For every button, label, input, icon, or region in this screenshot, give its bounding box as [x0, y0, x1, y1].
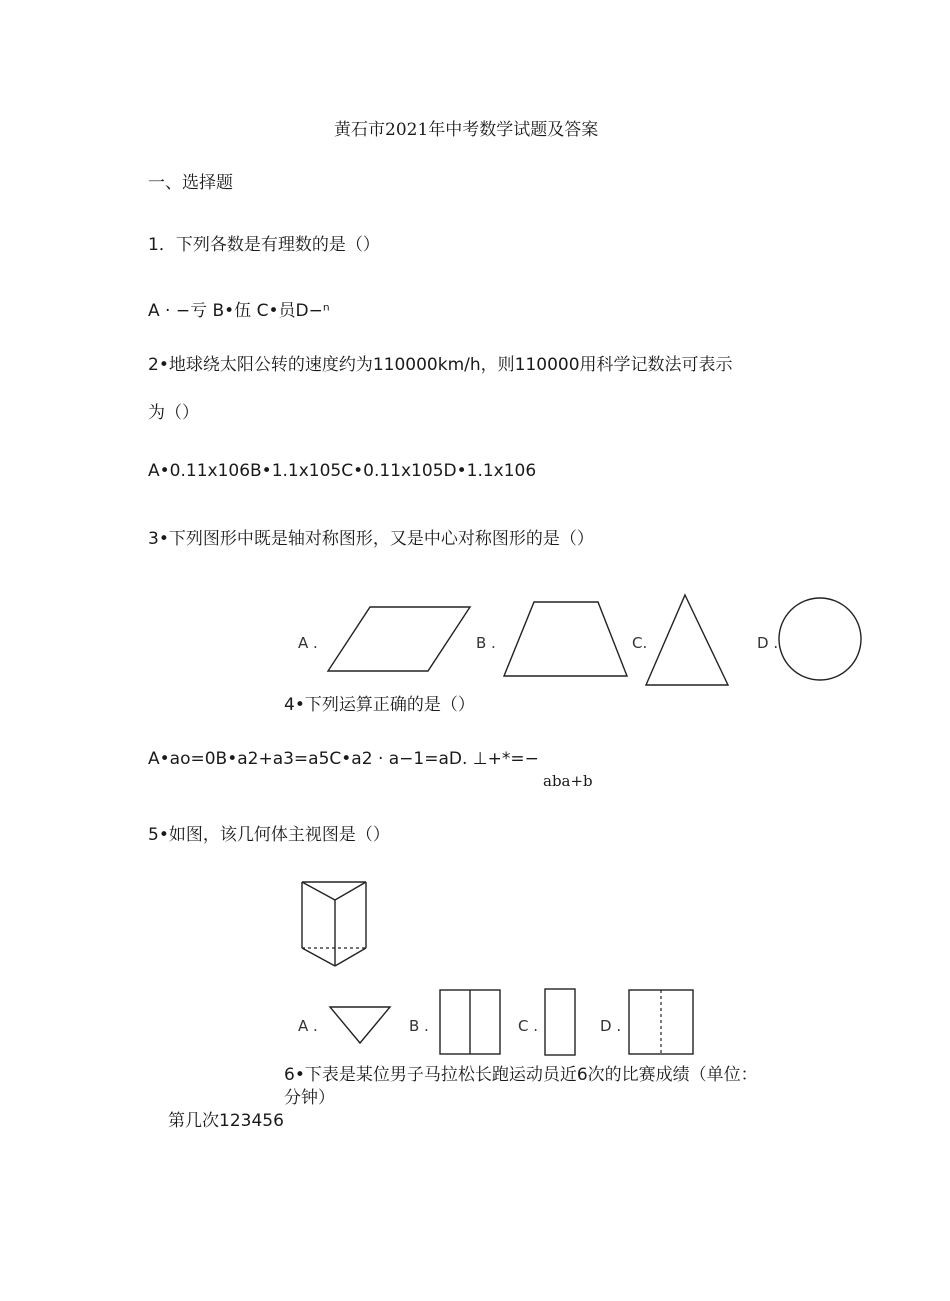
question-1-stem: 1．下列各数是有理数的是（） [148, 235, 380, 255]
q5-label-b: B . [409, 1017, 429, 1035]
question-2-options: A•0.11x106B•1.1x105C•0.11x105D•1.1x106 [148, 461, 537, 481]
question-6-stem-cont: 分钟） [284, 1088, 335, 1108]
question-6-table-row: 第几次123456 [168, 1111, 284, 1131]
triangle-shape [644, 593, 730, 687]
question-5-stem: 5•如图，该几何体主视图是（） [148, 825, 390, 845]
q3-label-d: D . [757, 634, 779, 652]
narrow-rectangle-shape [543, 987, 577, 1057]
triangular-prism-figure [298, 878, 370, 970]
q5-label-d: D . [600, 1017, 622, 1035]
question-6-stem: 6•下表是某位男子马拉松长跑运动员近6次的比赛成绩（单位： [284, 1065, 758, 1085]
question-2-stem: 2•地球绕太阳公转的速度约为110000km/h，则110000用科学记数法可表示 [148, 355, 733, 375]
parallelogram-shape [326, 605, 472, 673]
q3-label-c: C. [632, 634, 648, 652]
trapezoid-shape [502, 600, 629, 678]
rectangle-split-dashed-shape [627, 988, 695, 1056]
q3-label-a: A . [298, 634, 318, 652]
q5-label-a: A . [298, 1017, 318, 1035]
rectangle-split-solid-shape [438, 988, 502, 1056]
question-3-stem: 3•下列图形中既是轴对称图形，又是中心对称图形的是（） [148, 529, 594, 549]
inverted-triangle-shape [328, 1005, 392, 1045]
question-1-options: A · −亏 B•伍 C•员D−ⁿ [148, 301, 330, 321]
question-2-stem-cont: 为（） [148, 403, 199, 423]
question-4-stem: 4•下列运算正确的是（） [284, 695, 475, 715]
question-4-options: A•ao=0B•a2+a3=a5C•a2 · a−1=aD. ⊥+*=− [148, 749, 539, 769]
document-title: 黄石市2021年中考数学试题及答案 [334, 120, 599, 140]
circle-shape [777, 596, 863, 682]
q5-label-c: C . [518, 1017, 539, 1035]
question-4-options-sub: aba+b [543, 772, 593, 790]
section-heading: 一、选择题 [148, 173, 233, 193]
q3-label-b: B . [476, 634, 496, 652]
